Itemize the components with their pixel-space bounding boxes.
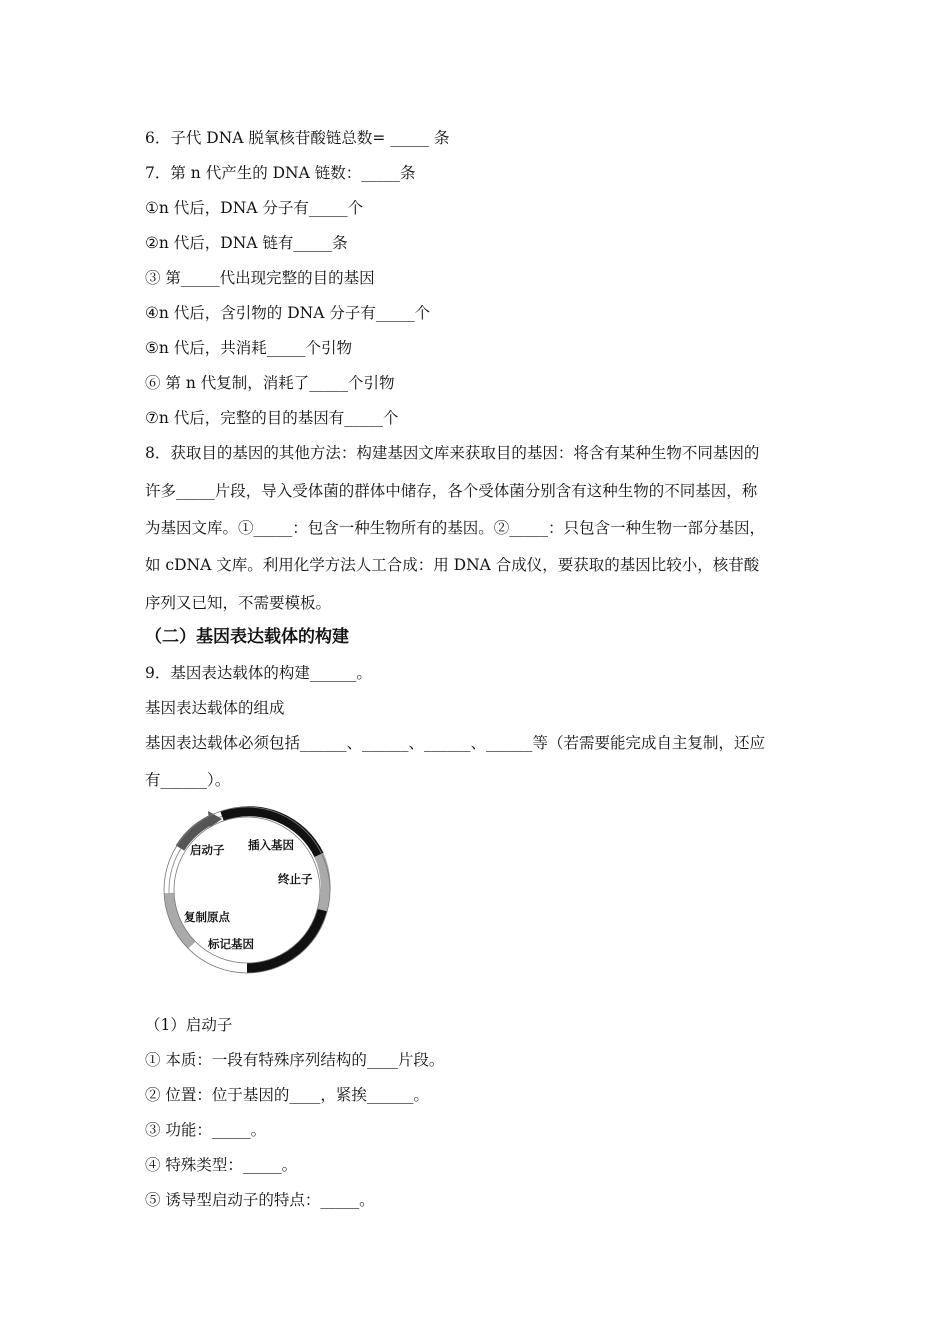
item-7-sub-6: ⑥ 第 n 代复制，消耗了_____个引物 [145, 374, 395, 392]
promoter-essence: ① 本质：一段有特殊序列结构的____片段。 [145, 1051, 445, 1069]
item-7-sub-3: ③ 第_____代出现完整的目的基因 [145, 269, 375, 287]
terminator-label: 终止子 [278, 872, 313, 886]
item-7-sub-7: ⑦n 代后，完整的目的基因有_____个 [145, 409, 399, 427]
promoter-position: ② 位置：位于基因的____，紧挨______。 [145, 1086, 429, 1104]
item-7-sub-1: ①n 代后，DNA 分子有_____个 [145, 199, 364, 217]
marker-gene-label: 标记基因 [208, 937, 254, 951]
item-8-line-5: 序列又已知，不需要模板。 [145, 594, 332, 612]
item-8-line-2: 许多_____片段，导入受体菌的群体中储存，各个受体菌分别含有这种生物的不同基因，称 [145, 482, 758, 500]
promoter-label: 启动子 [190, 843, 225, 857]
vector-backbone-arc [247, 910, 322, 968]
promoter-function: ③ 功能：_____。 [145, 1121, 267, 1139]
item-6-line: 6．子代 DNA 脱氧核苷酸链总数= _____ 条 [145, 129, 450, 147]
item-7-sub-4: ④n 代后，含引物的 DNA 分子有_____个 [145, 304, 431, 322]
expression-vector-diagram [160, 805, 335, 977]
promoter-heading: （1）启动子 [145, 1016, 233, 1034]
promoter-special-type: ④ 特殊类型：_____。 [145, 1156, 298, 1174]
item-7-line: 7．第 n 代产生的 DNA 链数：_____条 [145, 164, 416, 182]
insert-gene-label: 插入基因 [248, 838, 294, 852]
promoter-inducible-feature: ⑤ 诱导型启动子的特点：_____。 [145, 1191, 375, 1209]
origin-label: 复制原点 [184, 910, 230, 924]
item-9-line: 9．基因表达载体的构建______。 [145, 664, 372, 682]
section-heading: （二）基因表达载体的构建 [145, 627, 349, 647]
item-8-line-3: 为基因文库。①_____：包含一种生物所有的基因。②_____：只包含一种生物一部分基因， [145, 519, 766, 537]
item-9-components-1: 基因表达载体必须包括______、______、______、______等（若需要能完成自主复制，还应 [145, 734, 766, 752]
item-7-sub-2: ②n 代后，DNA 链有_____条 [145, 234, 348, 252]
item-8-line-4: 如 cDNA 文库。利用化学方法人工合成：用 DNA 合成仪，要获取的基因比较小，核苷酸 [145, 556, 760, 574]
item-7-sub-5: ⑤n 代后，共消耗_____个引物 [145, 339, 353, 357]
item-9-subtitle: 基因表达载体的组成 [145, 699, 285, 717]
item-8-line-1: 8．获取目的基因的其他方法：构建基因文库来获取目的基因：将含有某种生物不同基因的 [145, 444, 760, 462]
item-9-components-2: 有______）。 [145, 771, 231, 789]
